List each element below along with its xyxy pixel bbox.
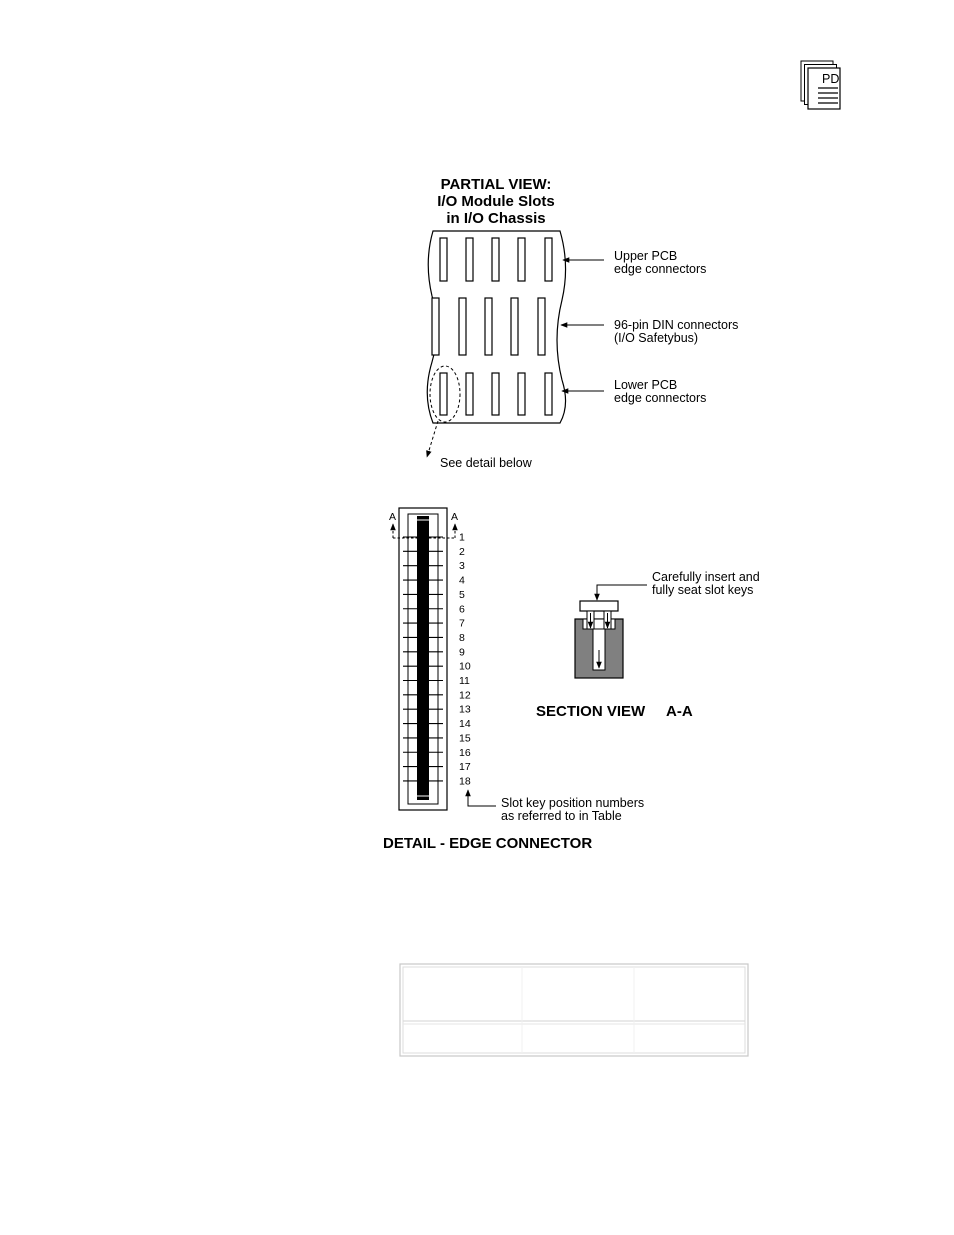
section-marker-left: A xyxy=(389,511,397,523)
section-note-leader xyxy=(597,585,647,600)
slot-key-position-number: 11 xyxy=(459,675,470,687)
slot-key-position-number: 14 xyxy=(459,718,471,731)
lower-slot xyxy=(518,373,525,415)
lower-pcb-label-line-1: Lower PCB xyxy=(614,378,678,392)
lower-pcb-label-line-2: edge connectors xyxy=(614,391,707,405)
empty-table xyxy=(400,964,748,1056)
pd-badge-text: PD xyxy=(822,72,840,86)
lower-slot xyxy=(545,373,552,415)
section-marker-right: A xyxy=(451,511,459,523)
din-slot xyxy=(511,298,518,355)
section-view-title-suffix: A-A xyxy=(666,703,693,720)
slot-key-position-number: 10 xyxy=(459,660,471,673)
upper-pcb-label-line-1: Upper PCB xyxy=(614,249,678,263)
slot-key-position-number: 8 xyxy=(459,631,465,644)
slot-key-position-numbers xyxy=(459,532,471,788)
upper-slot xyxy=(545,238,552,281)
slot-key-position-number: 6 xyxy=(459,603,465,616)
slot-key-position-number: 12 xyxy=(459,689,471,702)
din-slot xyxy=(459,298,466,355)
pd-document-stack-icon xyxy=(801,61,840,109)
upper-slot xyxy=(440,238,447,281)
slot-key-position-number: 15 xyxy=(459,732,471,745)
din-label-line-2: (I/O Safetybus) xyxy=(614,331,699,345)
partial-view-title-line-1: PARTIAL VIEW: xyxy=(440,176,552,193)
see-detail-label: See detail below xyxy=(440,456,532,470)
slot-key-note-leader xyxy=(468,790,496,806)
slot-key-position-number: 4 xyxy=(459,574,465,587)
slot-key-note-line-1: Slot key position numbers xyxy=(501,796,645,810)
partial-view-title-line-2: I/O Module Slots xyxy=(437,193,555,210)
section-view-drawing xyxy=(575,601,623,678)
din-slot xyxy=(432,298,439,355)
partial-view-title xyxy=(437,176,555,227)
slot-key-position-number: 2 xyxy=(459,545,465,558)
detail-callout-leader xyxy=(427,421,438,457)
edge-connector-detail xyxy=(399,508,447,810)
slot-key-position-number: 3 xyxy=(459,560,465,573)
din-slot xyxy=(538,298,545,355)
slot-key-position-number: 9 xyxy=(459,646,465,659)
din-slot xyxy=(485,298,492,355)
detail-title: DETAIL - EDGE CONNECTOR xyxy=(383,835,593,852)
lower-slot xyxy=(466,373,473,415)
slot-key-position-number: 5 xyxy=(459,588,465,601)
slot-key-position-number: 7 xyxy=(459,617,465,630)
slot-key-position-number: 17 xyxy=(459,761,471,774)
slot-key-position-number: 16 xyxy=(459,746,471,759)
slot-key-cap xyxy=(580,601,618,611)
section-note-line-2: fully seat slot keys xyxy=(652,583,754,597)
slot-key-position-number: 13 xyxy=(459,703,471,716)
upper-slot xyxy=(466,238,473,281)
upper-slot xyxy=(492,238,499,281)
section-view-title: SECTION VIEW xyxy=(536,703,646,720)
edge-connector-center-bar xyxy=(417,516,429,800)
din-label-line-1: 96-pin DIN connectors xyxy=(614,318,739,332)
slot-key-note-line-2: as referred to in Table xyxy=(501,809,622,823)
lower-slot xyxy=(492,373,499,415)
section-note-line-1: Carefully insert and xyxy=(652,570,760,584)
slot-key-position-number: 1 xyxy=(459,531,465,544)
slot-key-position-number: 18 xyxy=(459,775,471,788)
partial-view-title-line-3: in I/O Chassis xyxy=(446,210,546,227)
lower-slot xyxy=(440,373,447,415)
upper-slot xyxy=(518,238,525,281)
upper-pcb-label-line-2: edge connectors xyxy=(614,262,707,276)
